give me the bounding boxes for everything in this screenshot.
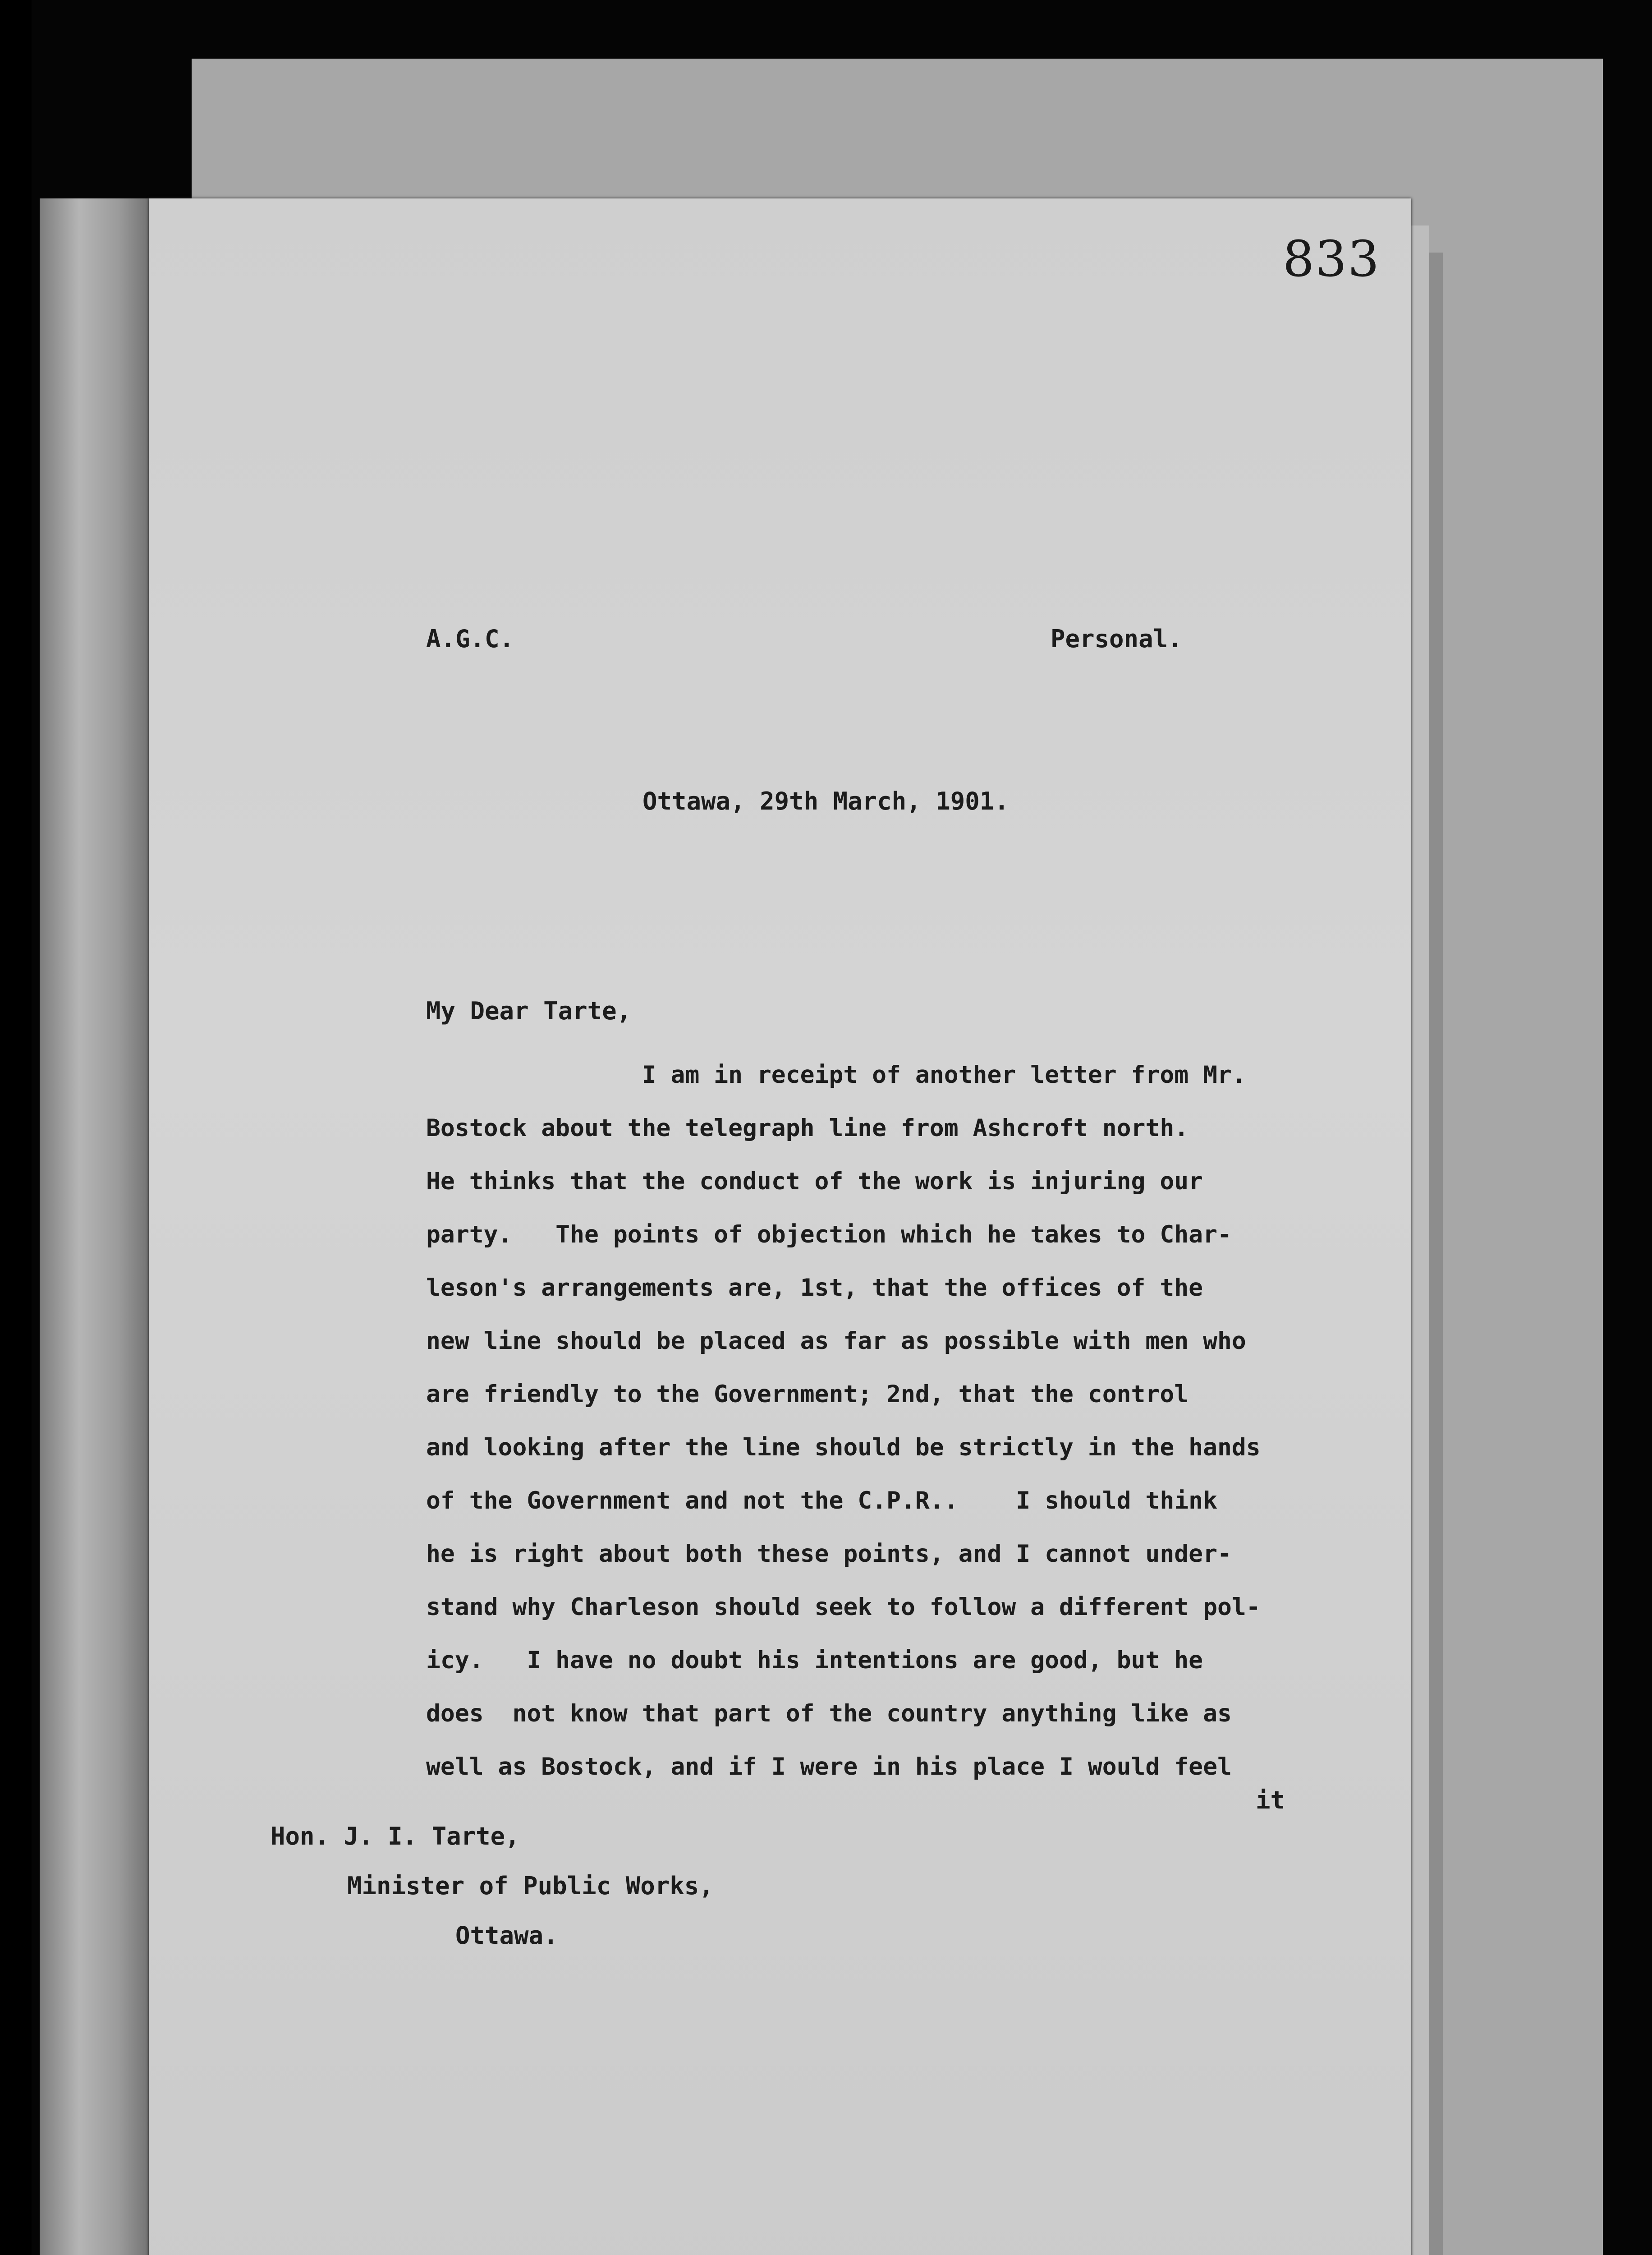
addressee-city: Ottawa.	[455, 1921, 558, 1950]
body-line: of the Government and not the C.P.R.. I should think	[426, 1487, 1217, 1514]
sheet-edge-right-shadow	[1429, 253, 1443, 2255]
dateline: Ottawa, 29th March, 1901.	[642, 787, 1009, 815]
body-line: icy. I have no doubt his intentions are good, but he	[426, 1647, 1203, 1674]
reference-initials: A.G.C.	[426, 625, 514, 653]
classification-label: Personal.	[1051, 625, 1183, 653]
salutation: My Dear Tarte,	[426, 997, 632, 1025]
body-line: new line should be placed as far as possible with men who	[426, 1327, 1246, 1355]
page-number: 833	[1283, 230, 1380, 288]
folded-left-strip	[40, 198, 152, 2255]
body-line: I am in receipt of another letter from Mr.	[426, 1061, 1246, 1089]
body-line: party. The points of objection which he takes to Char-	[426, 1221, 1232, 1248]
continuation-word: it	[1256, 1786, 1285, 1814]
body-line: He thinks that the conduct of the work is injuring our	[426, 1168, 1203, 1195]
addressee-title: Minister of Public Works,	[347, 1872, 714, 1900]
letter-body	[426, 1049, 1337, 1794]
body-line: Bostock about the telegraph line from Ashcroft north.	[426, 1114, 1189, 1142]
addressee-name: Hon. J. I. Tarte,	[271, 1822, 520, 1850]
body-line: stand why Charleson should seek to follow a different pol-	[426, 1593, 1261, 1621]
film-edge	[0, 0, 32, 2255]
body-line: are friendly to the Government; 2nd, that the control	[426, 1381, 1189, 1408]
body-line: leson's arrangements are, 1st, that the offices of the	[426, 1274, 1203, 1302]
body-line: he is right about both these points, and I cannot under-	[426, 1540, 1232, 1568]
body-line: and looking after the line should be strictly in the hands	[426, 1434, 1261, 1461]
body-line: well as Bostock, and if I were in his place I would feel	[426, 1753, 1232, 1781]
body-line: does not know that part of the country anything like as	[426, 1700, 1232, 1727]
